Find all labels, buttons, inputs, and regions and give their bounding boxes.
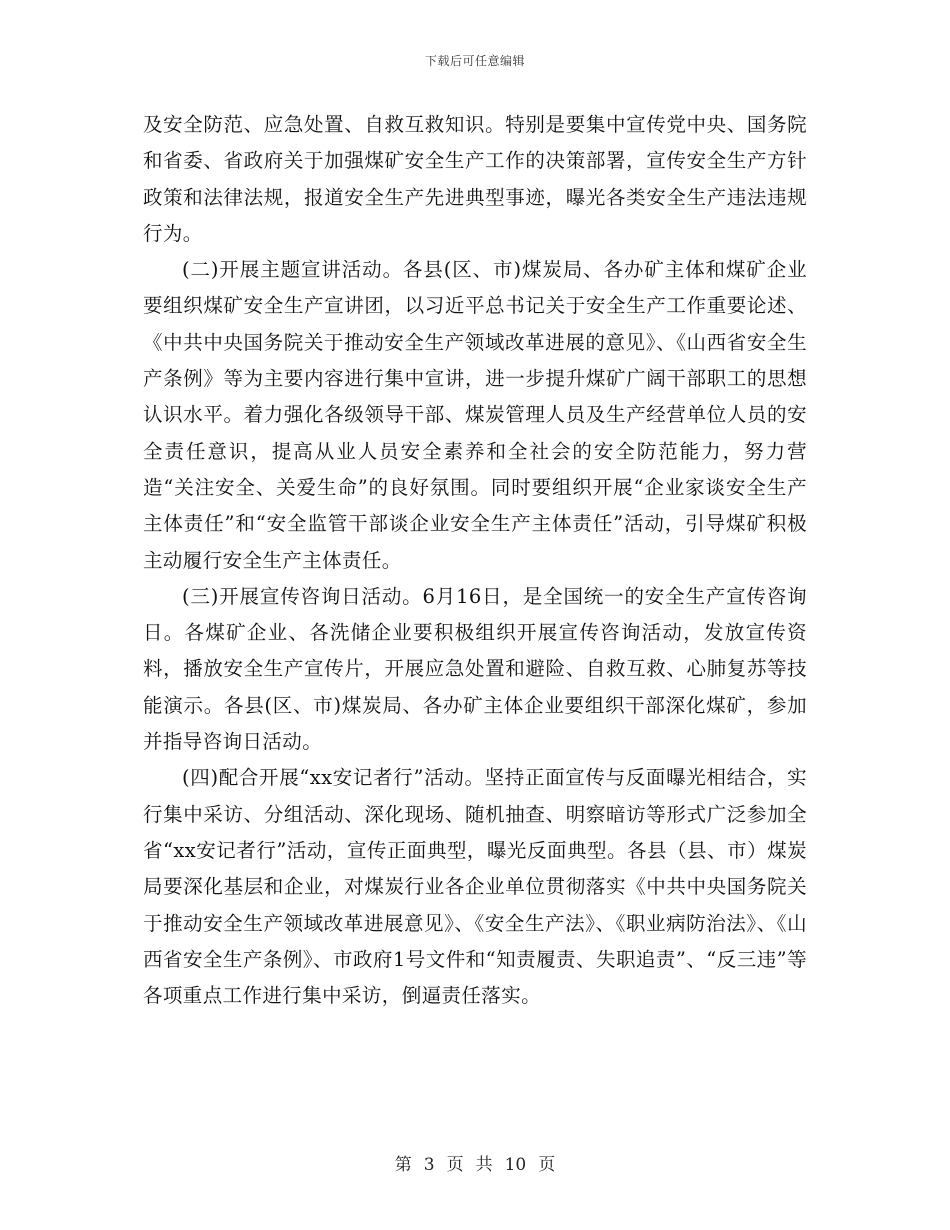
document-body [143, 107, 807, 1014]
paragraph-theme-lecture: (二)开展主题宣讲活动。各县(区、市)煤炭局、各办矿主体和煤矿企业要组织煤矿安全生产宣讲团，以习近平总书记关于安全生产工作重要论述、《中共中央国务院关于推动安全生产领域改革进展的意见》、《山西省安全生产条例》等为主要内容进行集中宣讲，进一步提升煤矿广阔干部职工的思想认识水平。着力强化各级领导干部、煤炭管理人员及生产经营单位人员的安全责任意识，提高从业人员安全素养和全社会的安全防范能力，努力营造“关注安全、关爱生命”的良好氛围。同时要组织开展“企业家谈安全生产主体责任”和“安全监管干部谈企业安全生产主体责任”活动，引导煤矿积极主动履行安全生产主体责任。 [143, 258, 807, 572]
footer-page-word: 页 [446, 1155, 464, 1175]
footer-page-number: 3 [423, 1155, 435, 1175]
page-footer [0, 1150, 950, 1175]
paragraph-reporter-tour: (四)配合开展“xx安记者行”活动。坚持正面宣传与反面曝光相结合，实行集中采访、分组活动、深化现场、随机抽查、明察暗访等形式广泛参加全省“xx安记者行”活动，宣传正面典型，曝光反面典型。各县（县、市）煤炭局要深化基层和企业，对煤炭行业各企业单位贯彻落实《中共中央国务院关于推动安全生产领域改革进展意见》、《安全生产法》、《职业病防治法》、《山西省安全生产条例》、市政府1号文件和“知责履责、失职追责”、“反三违”等各项重点工作进行集中采访，倒逼责任落实。 [143, 766, 807, 1008]
footer-prefix: 第 [394, 1155, 412, 1175]
page-header: 下载后可任意编辑 [424, 54, 525, 68]
paragraph-consultation-day: (三)开展宣传咨询日活动。6月16日，是全国统一的安全生产宣传咨询日。各煤矿企业、各洗储企业要积极组织开展宣传咨询活动，发放宣传资料，播放安全生产宣传片，开展应急处置和避险、自救互救、心肺复苏等技能演示。各县(区、市)煤炭局、各办矿主体企业要组织干部深化煤矿，参加并指导咨询日活动。 [143, 584, 807, 754]
footer-suffix: 页 [538, 1155, 556, 1175]
footer-total-label: 共 [475, 1155, 493, 1175]
paragraph-continuation: 及安全防范、应急处置、自救互救知识。特别是要集中宣传党中央、国务院和省委、省政府关于加强煤矿安全生产工作的决策部署，宣传安全生产方针政策和法律法规，报道安全生产先进典型事迹，曝光各类安全生产违法违规行为。 [143, 113, 807, 245]
footer-total-pages: 10 [504, 1155, 527, 1175]
